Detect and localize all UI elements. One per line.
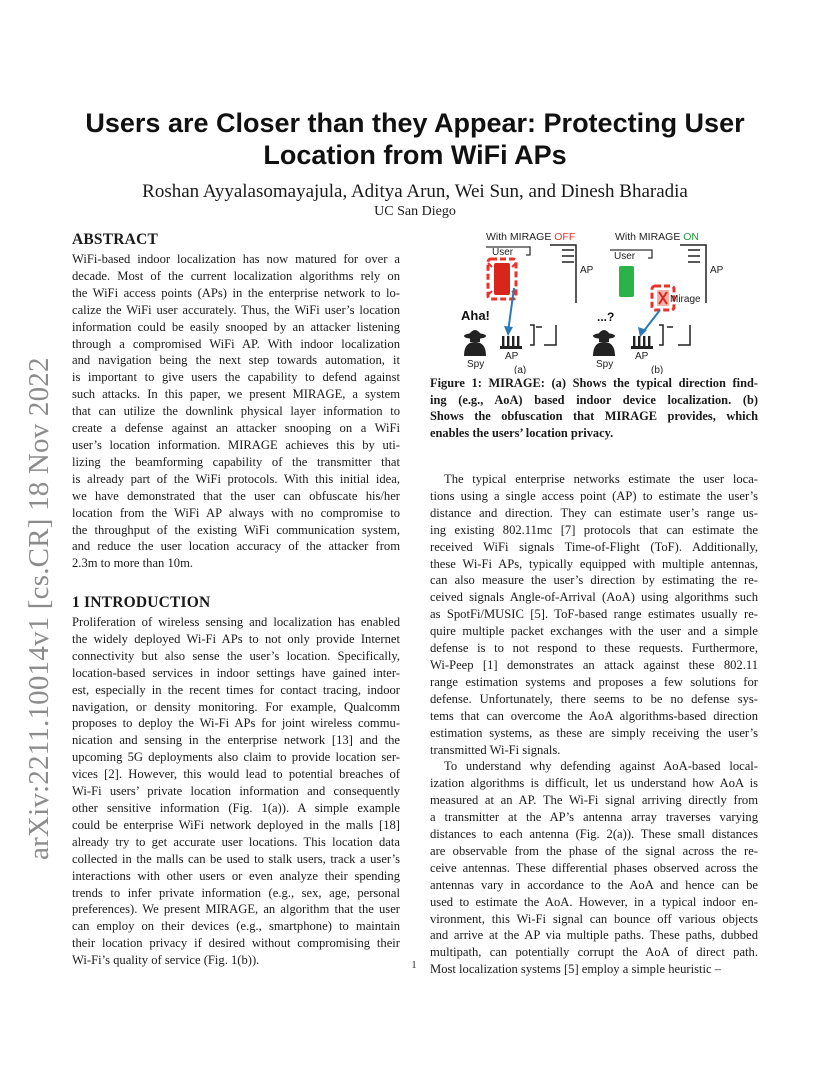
right-body-line: distances to each antenna (Fig. 2(a)). These small distances: [430, 827, 758, 842]
right-body-line: distance and direction. They can estimate user’s range us-: [430, 505, 758, 520]
intro-body-line: Wi-Fi users’ private location information and consequently: [72, 784, 400, 799]
right-body-line: To understand why defending against AoA-based local-: [444, 759, 758, 774]
abstract-body-line: lizing the beamforming capability of the transmitter that: [72, 454, 400, 469]
intro-body-line: location-based services in indoor settings have gained inter-: [72, 665, 400, 680]
abstract-body-line: is important to give users the capability to defend against: [72, 370, 400, 385]
right-body-line: tems that can overcome the AoA algorithms-based direction: [430, 708, 758, 723]
figure-1: [430, 228, 760, 374]
intro-body-line: can employ on their devices (e.g., smartphone) to maintain: [72, 919, 400, 934]
arxiv-stamp: arXiv:2211.10014v1 [cs.CR] 18 Nov 2022: [23, 357, 55, 860]
spy-icon-b: [593, 330, 615, 356]
right-body-line: Most localization systems [5] employ a simple heuristic –: [430, 962, 722, 977]
right-body-line: transmitted Wi-Fi signals.: [430, 742, 561, 757]
abstract-body-line: information could be easily snooped by an attacker listening: [72, 319, 400, 334]
aha-label: Aha!: [461, 308, 490, 323]
intro-body-line: interactions with other users or even analyze their spending: [72, 868, 400, 883]
spy-label-b: Spy: [596, 359, 614, 370]
right-body-line: and arrive at the AP via multiple paths. These paths, dubbed: [430, 928, 758, 943]
intro-body-line: vices [2]. However, this would lead to potential breaches of: [72, 767, 400, 782]
spy-label-a: Spy: [467, 359, 485, 370]
spy-ap-icon-b: [631, 336, 653, 349]
right-body-line: antennas vary in accordance to the AoA and hence can be: [430, 877, 758, 892]
caption-body-line: Figure 1: MIRAGE: (a) Shows the typical direction find-: [430, 376, 758, 390]
intro-body-line: the widely deployed Wi-Fi APs to not only provide Internet: [72, 631, 400, 646]
user-label-b: User: [614, 251, 636, 262]
right-body-line: defense is to not respond to these requests. Furthermore,: [430, 641, 758, 656]
abstract-body-line: WiFi-based indoor localization has now matured for over a: [72, 252, 400, 266]
abstract-heading: ABSTRACT: [72, 231, 159, 248]
right-body-line: used to estimate the AoA. However, in a typical indoor en-: [430, 894, 758, 909]
abstract-body-line: is already part of the WiFi protocols. With this initial idea,: [72, 471, 400, 486]
subfig-a-label: (a): [514, 365, 527, 374]
authors: Roshan Ayyalasomayajula, Aditya Arun, Wei Sun, and Dinesh Bharadia: [142, 181, 688, 202]
intro-body-line: Wi-Fi’s quality of service (Fig. 1(b)).: [72, 953, 260, 968]
abstract-body-line: through a compromised WiFi AP. With indoor localization: [72, 336, 400, 351]
intro-body-line: connectivity but also sense the user’s location. Specifically,: [72, 648, 400, 663]
panel-b-title: With MIRAGE ON: [615, 231, 700, 243]
title-line-2: Location from WiFi APs: [263, 140, 567, 170]
right-body-line: vironment, this Wi-Fi signal can bounce off various objects: [430, 911, 758, 926]
abstract-body-line: and reduce the user location accuracy of the attacker from: [72, 539, 400, 554]
phone-red-icon: [494, 263, 510, 295]
figure-caption: [430, 375, 758, 442]
right-body-line: these Wi-Fi APs, typically equipped with multiple antennas,: [430, 556, 758, 571]
right-body-line: Wi-Peep [1] demonstrates an attack against these 802.11: [430, 657, 758, 672]
abstract-body-line: the WiFi access points (APs) in the enterprise network to lo-: [72, 285, 400, 300]
intro-body-line: other sensitive information (Fig. 1(a)). A simple example: [72, 800, 400, 815]
ap-label-a-bottom: AP: [505, 351, 519, 362]
right-body-line: a transmitter at the AP’s antenna array traverses varying: [430, 810, 758, 825]
right-body-line: ization algorithms is difficult, let us understand how AoA is: [430, 776, 758, 791]
panel-b: [593, 245, 724, 374]
figure-1-diagram: [430, 228, 760, 374]
abstract-body: [72, 251, 400, 572]
abstract-body-line: calize the WiFi user accurately. Thus, the WiFi user’s location: [72, 302, 400, 317]
right-body-line: are observable from the phase of the signal across the re-: [430, 843, 758, 858]
right-body-line: ceive antennas. These differential phases observed across the: [430, 860, 758, 875]
title-line-1: Users are Closer than they Appear: Protecting User: [85, 108, 745, 138]
intro-body-line: est, especially in the recent times for contact tracing, indoor: [72, 682, 400, 697]
right-body-line: measured at an AP. The Wi-Fi signal arriving directly from: [430, 793, 758, 808]
caption-body-line: enables the users’ location privacy.: [430, 426, 614, 441]
mirage-label: Mirage: [670, 294, 701, 305]
right-body-line: as SpotFi/MUSIC [5]. ToF-based range estimates usually re-: [430, 607, 758, 622]
abstract-body-line: we have demonstrated that the user can obfuscate his/her: [72, 488, 400, 503]
intro-body-line: navigation, or density monitoring. For example, Qualcomm: [72, 699, 400, 714]
paper-title: [60, 107, 770, 171]
right-body-line: can also measure the user’s direction by estimating the re-: [430, 573, 758, 588]
unknown-label: ...?: [597, 310, 615, 324]
abstract-body-line: such attacks. In this paper, we present MIRAGE, a system: [72, 387, 400, 402]
abstract-body-line: location from the WiFi AP always with no compromise to: [72, 505, 400, 520]
intro-body-line: collected in the malls can be used to stalk users, track a user’s: [72, 851, 400, 866]
ap-label-b-top: AP: [710, 265, 724, 276]
intro-body-line: trends to infer private information (e.g., sex, age, personal: [72, 885, 400, 900]
abstract-body-line: and navigation being the next step towards automation, it: [72, 353, 400, 368]
intro-body-line: their location privacy if desired without compromising their: [72, 936, 400, 951]
caption-body-line: ing (e.g., AoA) based indoor device localization. (b): [430, 392, 758, 407]
abstract-body-line: the throughput of the existing WiFi communication system,: [72, 522, 400, 537]
right-body-line: ing existing 802.11mc [7] protocols that can estimate the: [430, 522, 758, 537]
abstract-body-line: user’s location information. MIRAGE achieves this by uti-: [72, 437, 400, 452]
intro-body: [72, 614, 400, 969]
abstract-body-line: 2.3m to more than 10m.: [72, 556, 194, 571]
ap-label-a-top: AP: [580, 265, 594, 276]
intro-body-line: upcoming 5G deployments also claim to provide location ser-: [72, 750, 400, 765]
abstract-body-line: decade. Most of the current localization algorithms rely on: [72, 268, 400, 283]
subfig-b-label: (b): [651, 365, 664, 374]
intro-body-line: preferences). We present MIRAGE, an algorithm that the user: [72, 902, 400, 917]
ap-label-b-bottom: AP: [635, 351, 649, 362]
panel-a-title: With MIRAGE OFF: [486, 231, 576, 243]
spy-icon-a: [464, 330, 486, 356]
right-column-body: [430, 471, 758, 978]
intro-body-line: nication and sensing in the enterprise network [13] and the: [72, 733, 400, 748]
right-body-line: tions using a single access point (AP) to estimate the user’s: [430, 488, 758, 503]
page-number: 1: [411, 960, 417, 971]
intro-heading: 1 INTRODUCTION: [72, 594, 211, 611]
intro-body-line: Proliferation of wireless sensing and localization has enabled: [72, 615, 400, 629]
spy-ap-icon-a: [500, 336, 522, 349]
intro-body-line: proposes to deploy the Wi-Fi APs for joint wireless commu-: [72, 716, 400, 731]
user-label-a: User: [492, 247, 514, 258]
intro-body-line: already try to get accurate user locations. This location data: [72, 834, 400, 849]
abstract-body-line: create a defense against an attacker snooping on a WiFi: [72, 421, 400, 436]
abstract-body-line: that can utilize the downlink physical layer information to: [72, 404, 400, 419]
right-body-line: defense. Unfortunately, there seems to be no defense sys-: [430, 691, 758, 706]
right-body-line: quire multiple packet exchanges with the user and a simple: [430, 624, 758, 639]
phone-green-icon: [619, 266, 634, 297]
caption-body-line: Shows the obfuscation that MIRAGE provides, which: [430, 409, 758, 424]
right-body-line: range estimation systems and proposes a few solutions for: [430, 674, 758, 689]
affiliation: UC San Diego: [374, 204, 456, 219]
intro-body-line: could be enterprise WiFi network deployed in the malls [18]: [72, 817, 400, 832]
right-body-line: multipath, can potentially corrupt the AoA of direct path.: [430, 945, 758, 960]
right-body-line: The typical enterprise networks estimate the user loca-: [444, 472, 758, 486]
right-body-line: ceived signals Angle-of-Arrival (AoA) using algorithms such: [430, 590, 758, 605]
panel-a: [461, 245, 594, 374]
right-body-line: received WiFi signals Time-of-Flight (ToF). Additionally,: [430, 539, 758, 554]
right-body-line: estimation systems, as these are simply receiving the user’s: [430, 725, 758, 740]
